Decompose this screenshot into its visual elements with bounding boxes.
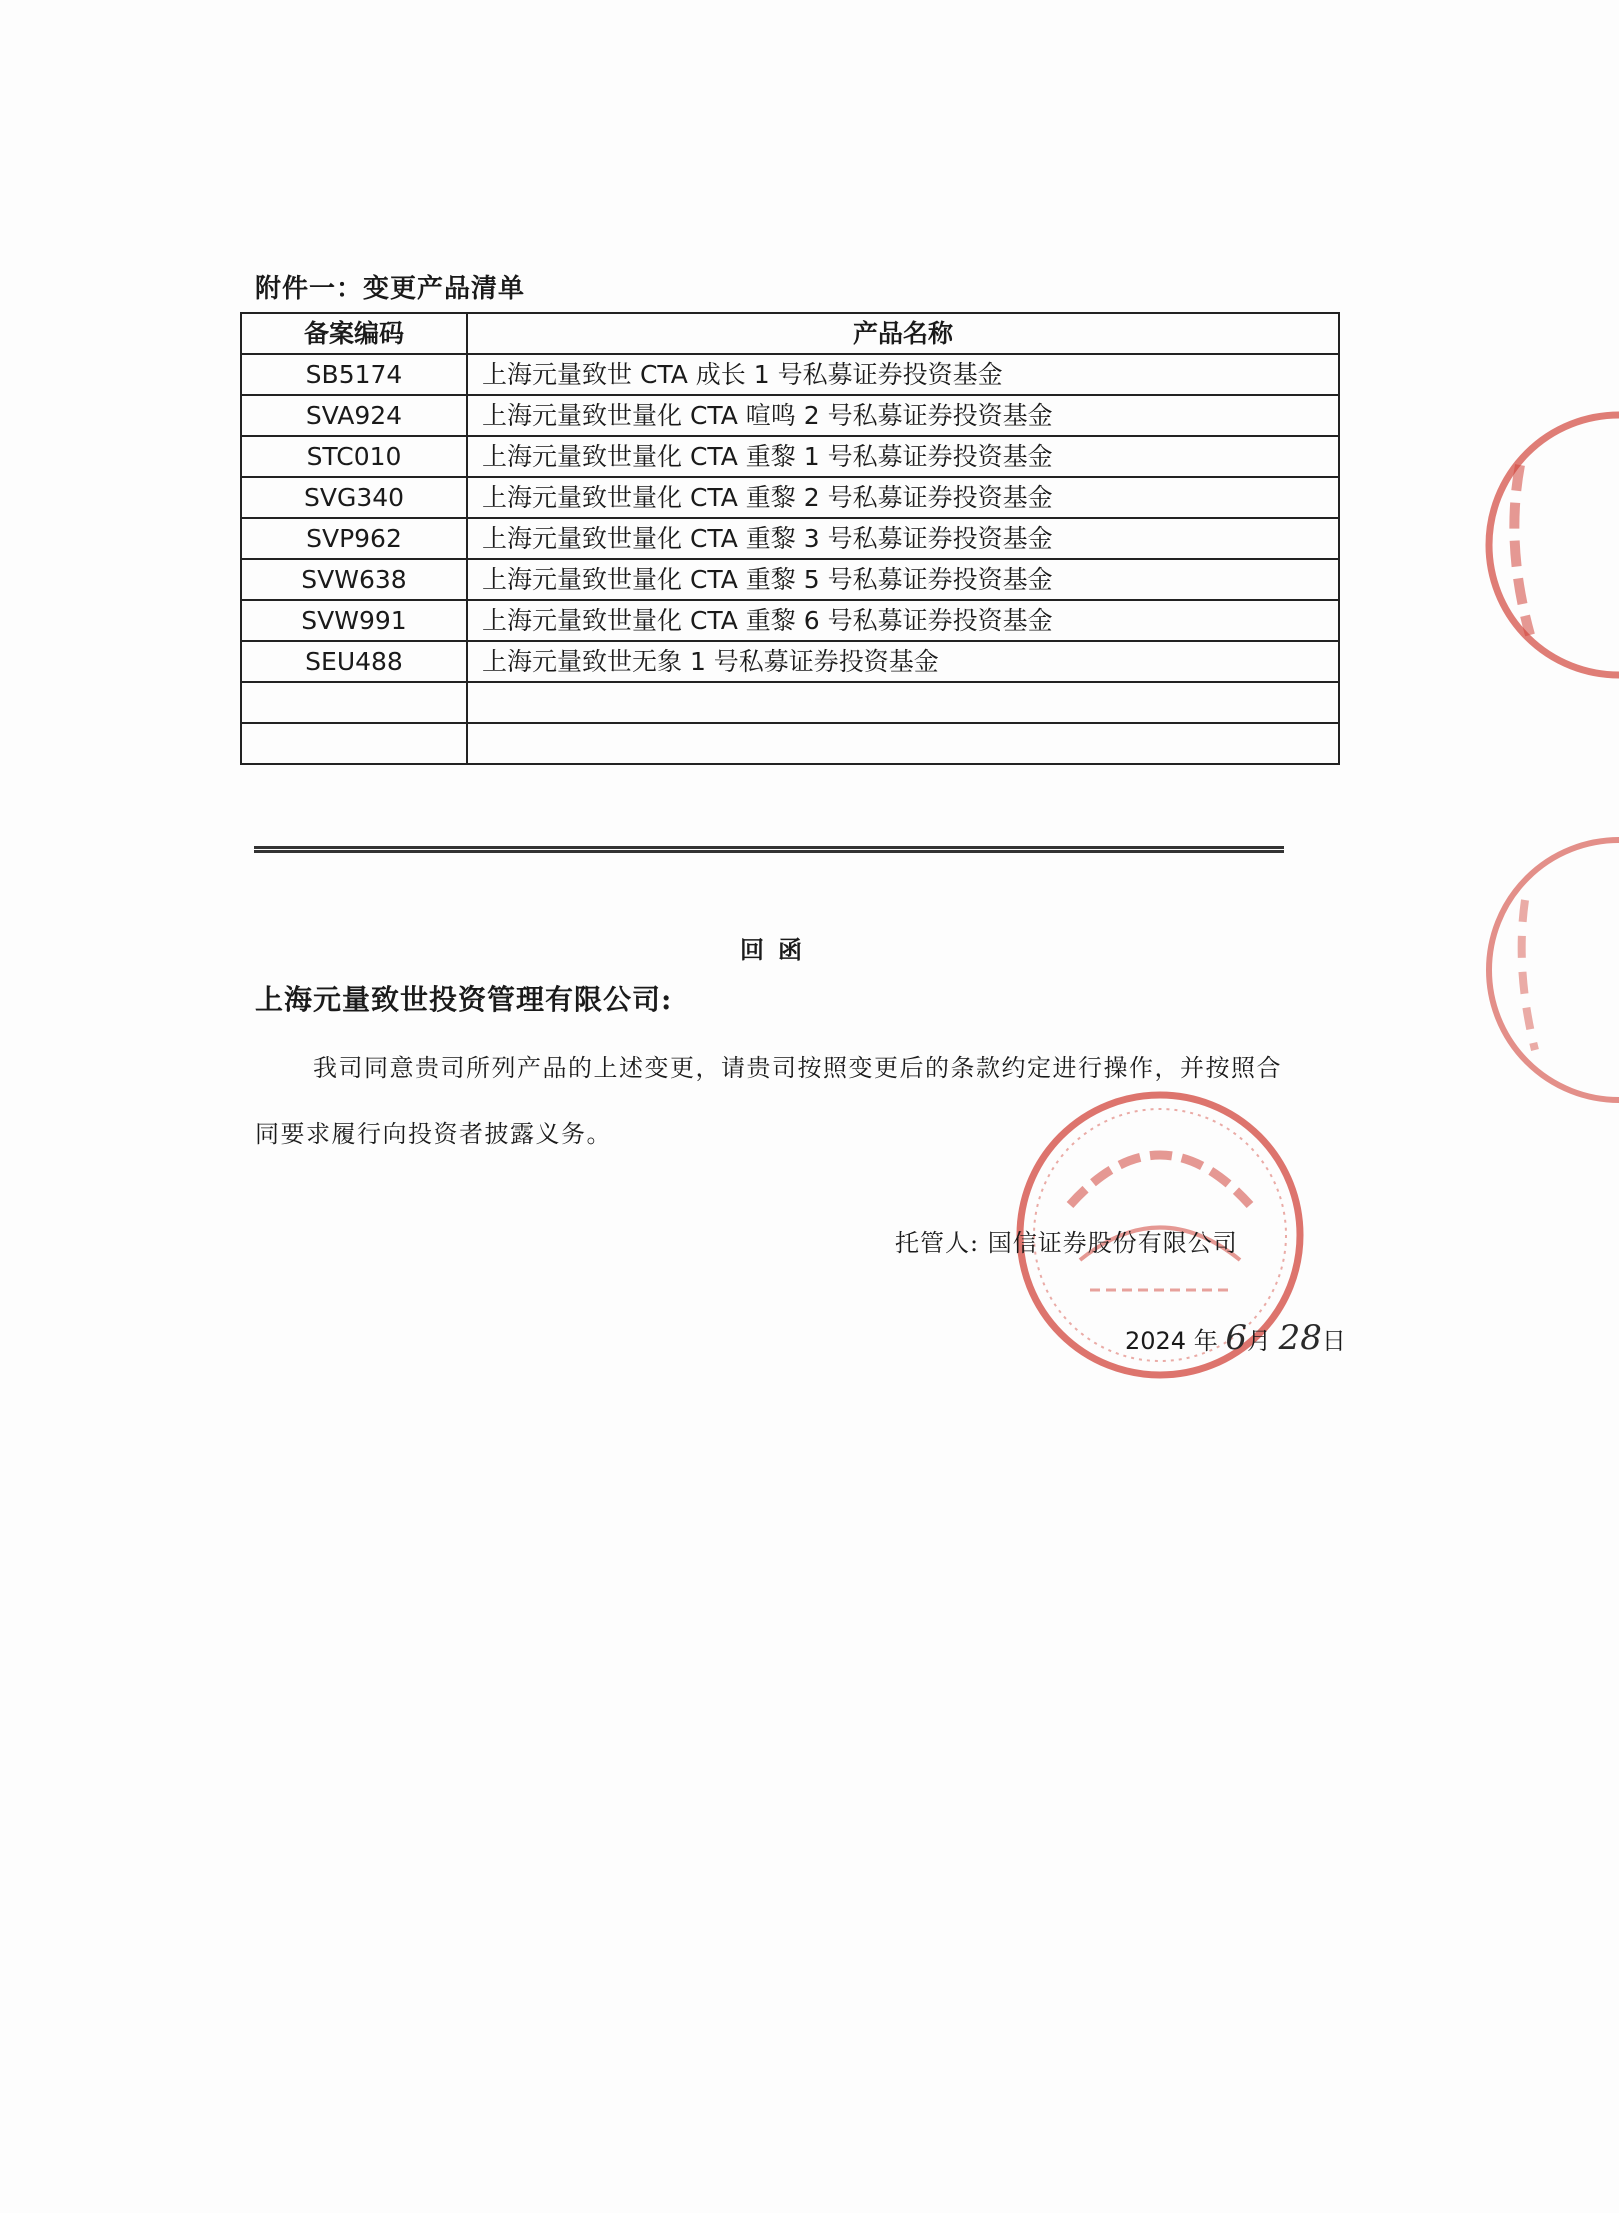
product-name-cell: 上海元量致世量化 CTA 重黎 5 号私募证券投资基金 — [467, 559, 1339, 600]
table-row — [241, 559, 1339, 600]
filing-code-cell — [241, 723, 467, 764]
reply-body-text: 我司同意贵司所列产品的上述变更，请贵司按照变更后的条款约定进行操作，并按照合同要求履行向投资者披露义务。 — [255, 1054, 1282, 1148]
filing-code-cell — [241, 682, 467, 723]
signature-date — [1125, 1318, 1346, 1358]
table-header-row — [241, 313, 1339, 354]
date-month-unit: 月 — [1247, 1327, 1271, 1355]
custodian-name: 国信证券股份有限公司 — [987, 1229, 1238, 1257]
date-day-handwritten: 28 — [1278, 1318, 1322, 1358]
product-name-cell: 上海元量致世量化 CTA 重黎 6 号私募证券投资基金 — [467, 600, 1339, 641]
filing-code-cell: STC010 — [241, 436, 467, 477]
product-name-cell: 上海元量致世量化 CTA 重黎 2 号私募证券投资基金 — [467, 477, 1339, 518]
partial-seal-icon — [1440, 820, 1619, 1120]
product-name-cell: 上海元量致世量化 CTA 重黎 1 号私募证券投资基金 — [467, 436, 1339, 477]
table-row-empty — [241, 723, 1339, 764]
double-separator-line — [254, 846, 1284, 853]
filing-code-cell: SVP962 — [241, 518, 467, 559]
reply-addressee: 上海元量致世投资管理有限公司: — [255, 983, 673, 1016]
table-row — [241, 436, 1339, 477]
attachment-title: 附件一：变更产品清单 — [255, 274, 526, 304]
filing-code-cell: SEU488 — [241, 641, 467, 682]
header-product-name: 产品名称 — [467, 313, 1339, 354]
product-name-cell: 上海元量致世量化 CTA 重黎 3 号私募证券投资基金 — [467, 518, 1339, 559]
custodian-line — [895, 1223, 1238, 1258]
filing-code-cell: SB5174 — [241, 354, 467, 395]
table-row — [241, 395, 1339, 436]
date-month-handwritten: 6 — [1225, 1318, 1247, 1358]
custodian-label: 托管人: — [895, 1229, 980, 1257]
table-row — [241, 641, 1339, 682]
partial-seal-icon — [1410, 395, 1619, 695]
header-filing-code: 备案编码 — [241, 313, 467, 354]
table-row — [241, 477, 1339, 518]
filing-code-cell: SVW638 — [241, 559, 467, 600]
date-year-unit: 年 — [1193, 1327, 1218, 1355]
product-name-cell: 上海元量致世量化 CTA 喧鸣 2 号私募证券投资基金 — [467, 395, 1339, 436]
product-name-cell: 上海元量致世 CTA 成长 1 号私募证券投资基金 — [467, 354, 1339, 395]
table-row — [241, 518, 1339, 559]
table-row-empty — [241, 682, 1339, 723]
reply-letter-title: 回函 — [740, 935, 816, 964]
filing-code-cell: SVA924 — [241, 395, 467, 436]
filing-code-cell: SVG340 — [241, 477, 467, 518]
date-year: 2024 — [1125, 1327, 1187, 1355]
product-name-cell: 上海元量致世无象 1 号私募证券投资基金 — [467, 641, 1339, 682]
filing-code-cell: SVW991 — [241, 600, 467, 641]
date-day-unit: 日 — [1321, 1327, 1346, 1355]
product-change-table — [240, 312, 1340, 765]
product-name-cell — [467, 682, 1339, 723]
table-row — [241, 600, 1339, 641]
table-row — [241, 354, 1339, 395]
product-name-cell — [467, 723, 1339, 764]
